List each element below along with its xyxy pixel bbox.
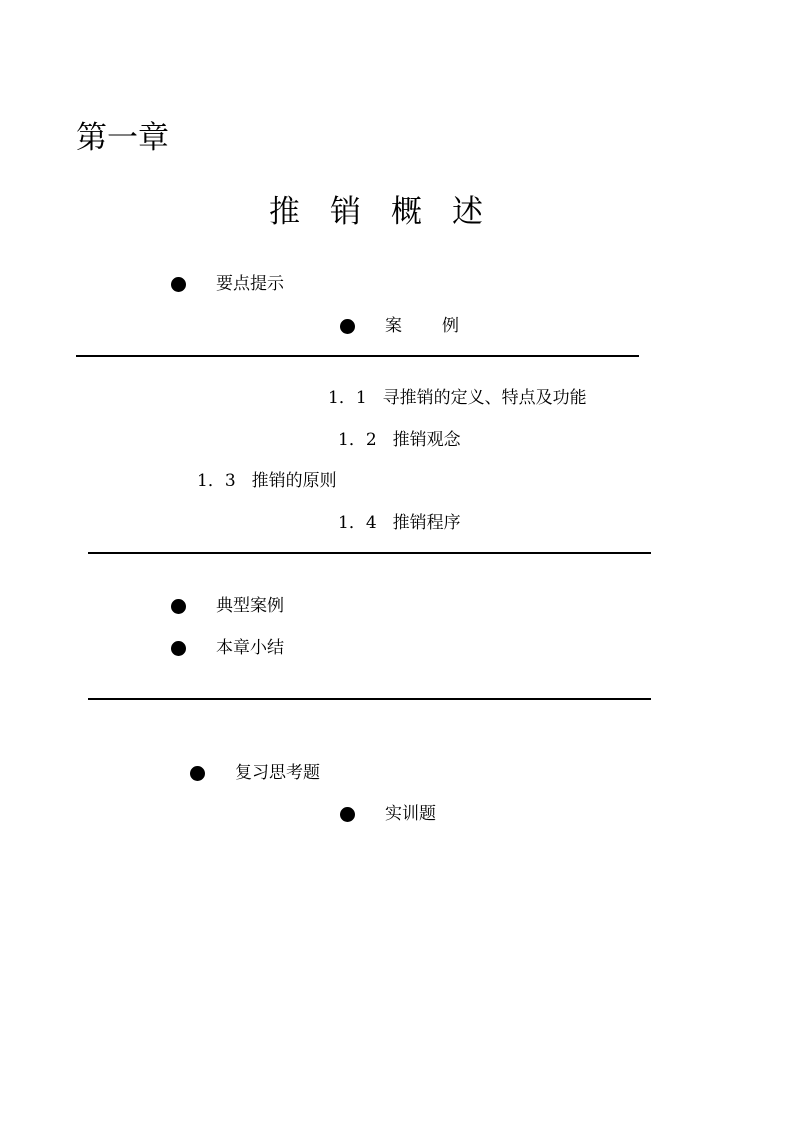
bullet-review-questions bbox=[190, 761, 320, 785]
divider-rule bbox=[88, 698, 651, 700]
bullet-icon bbox=[171, 277, 186, 292]
section-number: 1．3 bbox=[197, 471, 236, 491]
bullet-label: 本章小结 bbox=[216, 638, 284, 658]
section-number: 1．4 bbox=[338, 513, 377, 533]
chapter-title: 推销概述 bbox=[269, 194, 513, 230]
bullet-icon bbox=[171, 641, 186, 656]
bullet-icon bbox=[171, 599, 186, 614]
bullet-key-points bbox=[171, 272, 284, 296]
section-title: 推销观念 bbox=[392, 430, 461, 450]
bullet-label: 实训题 bbox=[385, 804, 436, 824]
section-title: 寻推销的定义、特点及功能 bbox=[382, 388, 587, 408]
section-entry bbox=[197, 469, 337, 493]
bullet-label: 要点提示 bbox=[216, 274, 284, 294]
bullet-label: 复习思考题 bbox=[235, 763, 320, 783]
bullet-summary bbox=[171, 636, 284, 660]
bullet-label: 案例 bbox=[385, 316, 499, 336]
bullet-icon bbox=[340, 319, 355, 334]
section-entry bbox=[338, 511, 461, 535]
divider-rule bbox=[76, 355, 639, 357]
section-title: 推销的原则 bbox=[251, 471, 337, 491]
section-entry bbox=[338, 428, 461, 452]
section-title: 推销程序 bbox=[392, 513, 461, 533]
section-number: 1．2 bbox=[338, 430, 377, 450]
chapter-label: 第一章 bbox=[76, 120, 169, 156]
bullet-icon bbox=[340, 807, 355, 822]
section-number: 1．1 bbox=[328, 388, 367, 408]
section-entry bbox=[328, 386, 587, 410]
bullet-practical-training bbox=[340, 802, 436, 826]
bullet-icon bbox=[190, 766, 205, 781]
bullet-typical-cases bbox=[171, 594, 284, 618]
bullet-label: 典型案例 bbox=[216, 596, 284, 616]
divider-rule bbox=[88, 552, 651, 554]
bullet-case bbox=[340, 314, 499, 338]
